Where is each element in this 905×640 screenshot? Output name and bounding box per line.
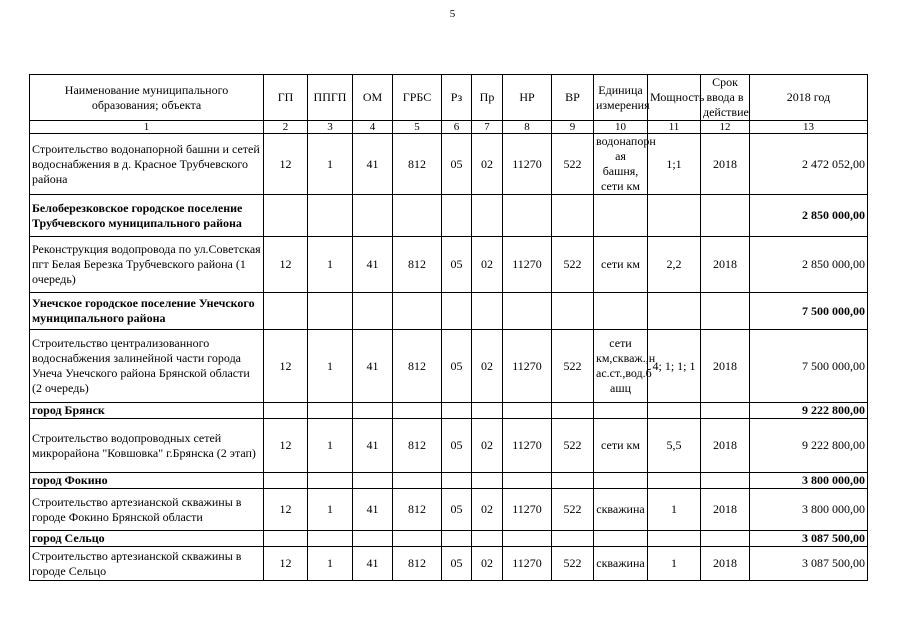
header-vr: ВР (552, 75, 594, 121)
cell-power: 1 (648, 547, 701, 581)
cell-nr: 11270 (503, 547, 552, 581)
cell-grbs: 812 (393, 134, 442, 195)
cell-vr: 522 (552, 330, 594, 403)
cell-om: 41 (353, 547, 393, 581)
cell-amount: 3 087 500,00 (750, 547, 868, 581)
cell-rz: 05 (442, 489, 472, 531)
cell-nr: 11270 (503, 134, 552, 195)
header-term: Срок ввода в действие (701, 75, 750, 121)
cell-nr: 11270 (503, 237, 552, 293)
object-name: Строительство артезианской скважины в городе Фокино Брянской области (30, 489, 264, 531)
cell-pr: 02 (472, 330, 503, 403)
cell-gp: 12 (264, 419, 308, 473)
header-year: 2018 год (750, 75, 868, 121)
cell-pr: 02 (472, 547, 503, 581)
column-number: 7 (472, 121, 503, 134)
object-name: Реконструкция водопровода по ул.Советская пгт Белая Березка Трубчевского района (1 очередь) (30, 237, 264, 293)
cell-term: 2018 (701, 330, 750, 403)
cell-ppgp: 1 (308, 489, 353, 531)
group-amount: 2 850 000,00 (750, 195, 868, 237)
column-number: 6 (442, 121, 472, 134)
header-power: Мощность (648, 75, 701, 121)
cell-gp: 12 (264, 134, 308, 195)
group-name: Унечское городское поселение Унечского муниципального района (30, 293, 264, 330)
cell-grbs: 812 (393, 489, 442, 531)
table-row (30, 237, 868, 293)
column-number: 3 (308, 121, 353, 134)
cell-grbs: 812 (393, 237, 442, 293)
column-number: 12 (701, 121, 750, 134)
cell-rz: 05 (442, 330, 472, 403)
cell-grbs: 812 (393, 547, 442, 581)
group-amount: 9 222 800,00 (750, 403, 868, 419)
cell-term: 2018 (701, 419, 750, 473)
header-om: ОМ (353, 75, 393, 121)
cell-pr: 02 (472, 237, 503, 293)
cell-grbs: 812 (393, 419, 442, 473)
cell-rz: 05 (442, 134, 472, 195)
cell-om: 41 (353, 419, 393, 473)
table-row (30, 330, 868, 403)
table-row (30, 134, 868, 195)
cell-nr: 11270 (503, 489, 552, 531)
group-name: Белоберезковское городское поселение Трубчевского муниципального района (30, 195, 264, 237)
cell-unit: сети км (594, 237, 648, 293)
cell-rz: 05 (442, 419, 472, 473)
group-name: город Фокино (30, 473, 264, 489)
header-name: Наименование муниципального образования; объекта (30, 75, 264, 121)
header-rz: Рз (442, 75, 472, 121)
group-row (30, 195, 868, 237)
cell-term: 2018 (701, 489, 750, 531)
group-name: город Брянск (30, 403, 264, 419)
column-number: 8 (503, 121, 552, 134)
cell-pr: 02 (472, 134, 503, 195)
column-number: 1 (30, 121, 264, 134)
cell-power: 1 (648, 489, 701, 531)
object-name: Строительство артезианской скважины в городе Сельцо (30, 547, 264, 581)
cell-amount: 2 472 052,00 (750, 134, 868, 195)
cell-rz: 05 (442, 237, 472, 293)
column-number: 2 (264, 121, 308, 134)
cell-power: 2,2 (648, 237, 701, 293)
group-row (30, 293, 868, 330)
cell-vr: 522 (552, 134, 594, 195)
header-row (30, 75, 868, 121)
cell-term: 2018 (701, 134, 750, 195)
table-row (30, 419, 868, 473)
cell-gp: 12 (264, 547, 308, 581)
cell-rz: 05 (442, 547, 472, 581)
cell-ppgp: 1 (308, 330, 353, 403)
cell-vr: 522 (552, 547, 594, 581)
group-amount: 3 800 000,00 (750, 473, 868, 489)
cell-term: 2018 (701, 547, 750, 581)
object-name: Строительство централизованного водоснабжения залинейной части города Унеча Унечского района Брянской области (2 очередь) (30, 330, 264, 403)
group-row (30, 403, 868, 419)
cell-ppgp: 1 (308, 419, 353, 473)
cell-om: 41 (353, 489, 393, 531)
cell-gp: 12 (264, 330, 308, 403)
cell-ppgp: 1 (308, 237, 353, 293)
cell-nr: 11270 (503, 419, 552, 473)
column-number-row (30, 121, 868, 134)
header-pr: Пр (472, 75, 503, 121)
group-amount: 3 087 500,00 (750, 531, 868, 547)
cell-amount: 3 800 000,00 (750, 489, 868, 531)
cell-amount: 7 500 000,00 (750, 330, 868, 403)
cell-ppgp: 1 (308, 547, 353, 581)
cell-unit: сети км (594, 419, 648, 473)
cell-unit: сети км,скваж.,н ас.ст.,вод.б ашц (594, 330, 648, 403)
column-number: 4 (353, 121, 393, 134)
group-amount: 7 500 000,00 (750, 293, 868, 330)
budget-table (29, 74, 868, 581)
cell-gp: 12 (264, 237, 308, 293)
table-row (30, 489, 868, 531)
header-grbs: ГРБС (393, 75, 442, 121)
cell-vr: 522 (552, 489, 594, 531)
header-unit: Единица измерения (594, 75, 648, 121)
column-number: 5 (393, 121, 442, 134)
header-ppgp: ППГП (308, 75, 353, 121)
header-gp: ГП (264, 75, 308, 121)
object-name: Строительство водонапорной башни и сетей водоснабжения в д. Красное Трубчевского района (30, 134, 264, 195)
cell-power: 4; 1; 1; 1 (648, 330, 701, 403)
cell-power: 5,5 (648, 419, 701, 473)
cell-nr: 11270 (503, 330, 552, 403)
cell-unit: водонапорн ая башня, сети км (594, 134, 648, 195)
object-name: Строительство водопроводных сетей микрорайона "Ковшовка" г.Брянска (2 этап) (30, 419, 264, 473)
cell-grbs: 812 (393, 330, 442, 403)
cell-pr: 02 (472, 419, 503, 473)
cell-unit: скважина (594, 489, 648, 531)
cell-amount: 2 850 000,00 (750, 237, 868, 293)
cell-unit: скважина (594, 547, 648, 581)
group-row (30, 531, 868, 547)
cell-om: 41 (353, 134, 393, 195)
column-number: 11 (648, 121, 701, 134)
cell-om: 41 (353, 237, 393, 293)
column-number: 9 (552, 121, 594, 134)
cell-power: 1;1 (648, 134, 701, 195)
cell-pr: 02 (472, 489, 503, 531)
header-nr: НР (503, 75, 552, 121)
cell-om: 41 (353, 330, 393, 403)
cell-vr: 522 (552, 237, 594, 293)
cell-gp: 12 (264, 489, 308, 531)
page-number: 5 (449, 8, 456, 20)
cell-ppgp: 1 (308, 134, 353, 195)
cell-term: 2018 (701, 237, 750, 293)
group-name: город Сельцо (30, 531, 264, 547)
cell-amount: 9 222 800,00 (750, 419, 868, 473)
group-row (30, 473, 868, 489)
column-number: 10 (594, 121, 648, 134)
column-number: 13 (750, 121, 868, 134)
table-row (30, 547, 868, 581)
cell-vr: 522 (552, 419, 594, 473)
